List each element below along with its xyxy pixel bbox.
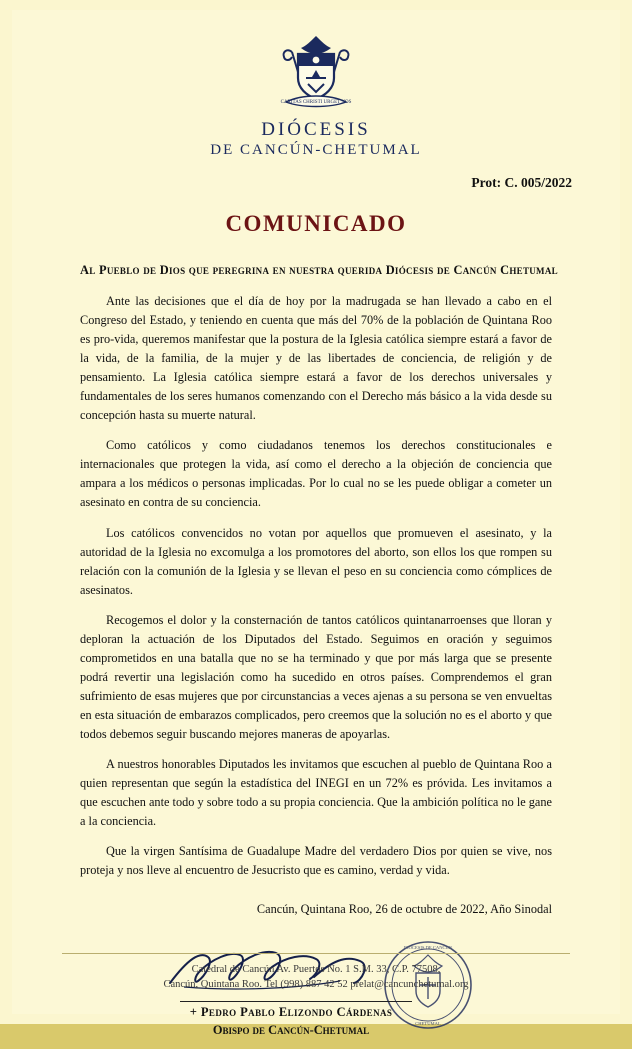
svg-text:DIOCESIS DE CANCUN: DIOCESIS DE CANCUN — [403, 945, 453, 951]
paragraph-5: A nuestros honorables Diputados les invitamos que escuchen al pueblo de Quintana Roo a quien representan que según la estadística del INEGI en un 72% es próvida. Les invitamos a que escuchen ante todo y sobre todo a su propia conciencia. Que la ambición política no le gane a la conciencia. — [80, 757, 552, 829]
paragraph-4: Recogemos el dolor y la consternación de tantos católicos quintanarroenses que lloran y deploran la actuación de los Diputados del Estado. Seguimos en oración y seguimos comprometidos en una batalla que no se ha terminado y que por más larga que se presente podrá revertir una legislación como ha sucedido en otros países. Comprendemos el gran sufrimiento de esas mujeres que por circunstancias a veces ajenas a su persona se ven envueltas en esta situación de embarazos complicados, pero creemos que la solución no es el aborto y que todos debemos seguir buscando mejores maneras de apoyarlas. — [80, 612, 552, 741]
diocese-name-line2: DE CANCÚN-CHETUMAL — [210, 142, 422, 158]
paragraph-1: Ante las decisiones que el día de hoy por la madrugada se han llevado a cabo en el Congreso del Estado, y teniendo en cuenta que más del 70% de la población de Quintana Roo es pro-vida, queremos manifestar que la postura de la Iglesia católica siempre estará a favor de la vida, de la familia, de la mujer y de las libertades de conciencia, de religión y de pensamiento. La Iglesia católica siempre estará a favor de los derechos universales y fundamentales de los seres humanos comenzando con el Derecho más básico a la vida desde su concepción hasta su muerte natural. — [80, 294, 552, 423]
footer-address-line1: Catedral de Cancún Av. Puertos No. 1 S.M. 33, C.P. 77508, — [191, 963, 441, 975]
signer-role: Obispo de Cancún-Chetumal — [212, 1023, 370, 1038]
protocol-number: Prot: C. 005/2022 — [471, 175, 572, 190]
crest-container — [12, 10, 620, 115]
footer-address-line2: Cancún, Quintana Roo. Tel (998) 887 42 52 prelat@cancunchetumal.org — [163, 978, 469, 990]
paragraph-3: Los católicos convencidos no votan por aquellos que promueven el asesinato, y la autoridad de la Iglesia no excomulga a los promotores del aborto, son ellos los que rompen su relación con la comunión de la Iglesia y se llevan el peso en su conciencia como cómplices de asesinatos. — [80, 525, 552, 597]
document-title: COMUNICADO — [225, 211, 407, 236]
diocese-coat-of-arms-icon — [268, 32, 364, 110]
svg-text:CHETUMAL: CHETUMAL — [415, 1021, 441, 1027]
document-content — [80, 263, 558, 1049]
footer-divider — [62, 953, 570, 954]
paragraph-2: Como católicos y como ciudadanos tenemos los derechos constitucionales e internacionales que protegen la vida, así como el derecho a la objeción de conciencia que ampara a los médicos o personas implicadas. Por lo cual no se les puede obligar a cometer un asesinato en contra de su conciencia. — [80, 438, 552, 510]
signature-rule — [180, 1001, 412, 1002]
footer — [52, 953, 580, 992]
place-and-date: Cancún, Quintana Roo, 26 de octubre de 2022, Año Sinodal — [256, 902, 552, 917]
document-body — [12, 10, 620, 1038]
diocese-name-line1: DIÓCESIS — [261, 119, 371, 140]
signer-name: + Pedro Pablo Elizondo Cárdenas — [189, 1005, 393, 1020]
salutation: Al Pueblo de Dios que peregrina en nuestra querida Diócesis de Cancún Chetumal — [80, 263, 558, 277]
paragraph-6: Que la virgen Santísima de Guadalupe Madre del verdadero Dios por quien se vive, nos proteja y nos lleve al encuentro de Jesucristo que es camino, verdad y vida. — [80, 844, 552, 878]
diocese-name — [12, 119, 620, 159]
svg-text:CARITAS CHRISTI URGET NOS: CARITAS CHRISTI URGET NOS — [280, 100, 352, 105]
